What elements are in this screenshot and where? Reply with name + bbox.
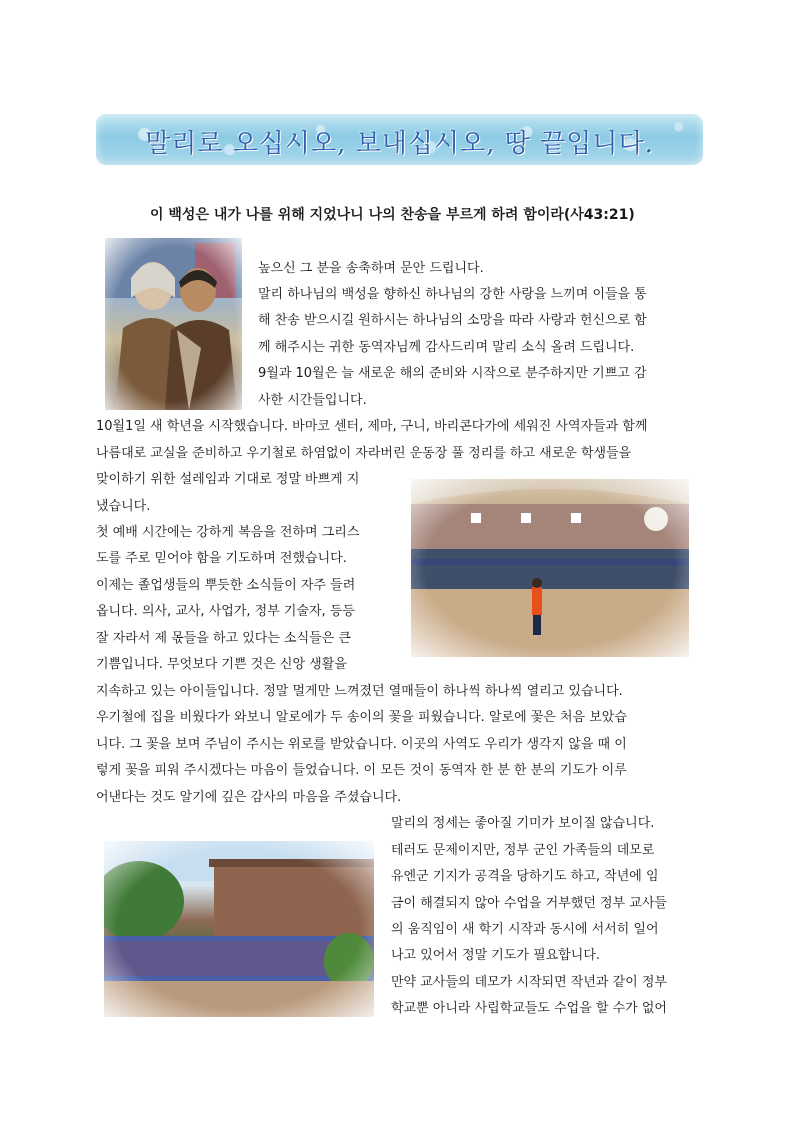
- text-line: 어낸다는 것도 알기에 깊은 감사의 마음을 주셨습니다.: [96, 790, 402, 805]
- text-line: 말리의 정세는 좋아질 기미가 보이질 않습니다.: [391, 816, 655, 831]
- text-line: 지속하고 있는 아이들입니다. 정말 멀게만 느껴졌던 열매들이 하나씩 하나씩 열리고 있습니다.: [96, 684, 623, 699]
- text-line: 옵니다. 의사, 교사, 사업가, 정부 기술자, 등등: [96, 604, 355, 619]
- text-line: 잘 자라서 제 몫들을 하고 있다는 소식들은 큰: [96, 631, 351, 646]
- photo-assembly-hall: [411, 479, 689, 657]
- text-line: 만약 교사들의 데모가 시작되면 작년과 같이 정부: [391, 975, 667, 990]
- text-line: 우기철에 집을 비웠다가 와보니 알로에가 두 송이의 꽃을 피웠습니다. 알로에 꽃은 처음 보았습: [96, 710, 627, 725]
- text-line: 테러도 문제이지만, 정부 군인 가족들의 데모로: [391, 843, 655, 858]
- text-line: 9월과 10월은 늘 새로운 해의 준비와 시작으로 분주하지만 기쁘고 감: [258, 366, 647, 381]
- banner-title: 말리로 오십시오, 보내십시오, 땅 끝입니다.: [145, 129, 654, 159]
- photo-school-group: [104, 841, 374, 1017]
- text-line: 나고 있어서 정말 기도가 필요합니다.: [391, 948, 601, 963]
- text-line: 말리 하나님의 백성을 향하신 하나님의 강한 사랑을 느끼며 이들을 통: [258, 287, 647, 302]
- text-line: 첫 예배 시간에는 강하게 복음을 전하며 그리스: [96, 525, 360, 540]
- text-line: 10월1일 새 학년을 시작했습니다. 바마코 센터, 제마, 구니, 바리콘다가에 세워진 사역자들과 함께: [96, 419, 648, 434]
- text-line: 께 해주시는 귀한 동역자님께 감사드리며 말리 소식 올려 드립니다.: [258, 340, 635, 355]
- text-line: 학교뿐 아니라 사립학교들도 수업을 할 수가 없어: [391, 1001, 667, 1016]
- title-banner: [96, 114, 703, 165]
- text-line: 유엔군 기지가 공격을 당하기도 하고, 작년에 임: [391, 869, 659, 884]
- text-line: 사한 시간들입니다.: [258, 393, 367, 408]
- text-line: 니다. 그 꽃을 보며 주님이 주시는 위로를 받았습니다. 이곳의 사역도 우리가 생각지 않을 때 이: [96, 737, 627, 752]
- text-line: 해 찬송 받으시길 원하시는 하나님의 소망을 따라 사랑과 헌신으로 함: [258, 313, 647, 328]
- photo-couple: [105, 238, 242, 410]
- verse-heading: 이 백성은 내가 나를 위해 지었나니 나의 찬송을 부르게 하려 함이라(사43:21): [150, 207, 635, 223]
- text-line: 렇게 꽃을 피워 주시겠다는 마음이 들었습니다. 이 모든 것이 동역자 한 분 한 분의 기도가 이루: [96, 763, 627, 778]
- text-line: 기쁨입니다. 무엇보다 기쁜 것은 신앙 생활을: [96, 657, 347, 672]
- text-line: 금이 해결되지 않아 수업을 거부했던 정부 교사들: [391, 896, 667, 911]
- text-line: 도를 주로 믿어야 함을 기도하며 전했습니다.: [96, 551, 347, 566]
- text-line: 나름대로 교실을 준비하고 우기철로 하염없이 자라버린 운동장 풀 정리를 하고 새로운 학생들을: [96, 446, 632, 461]
- text-line: 냈습니다.: [96, 499, 151, 514]
- text-line: 맞이하기 위한 설레임과 기대로 정말 바쁘게 지: [96, 472, 360, 487]
- text-line: 의 움직임이 새 학기 시작과 동시에 서서히 일어: [391, 922, 659, 937]
- text-line: 이제는 졸업생들의 뿌듯한 소식들이 자주 들려: [96, 578, 356, 593]
- text-line: 높으신 그 분을 송축하며 문안 드립니다.: [258, 261, 484, 276]
